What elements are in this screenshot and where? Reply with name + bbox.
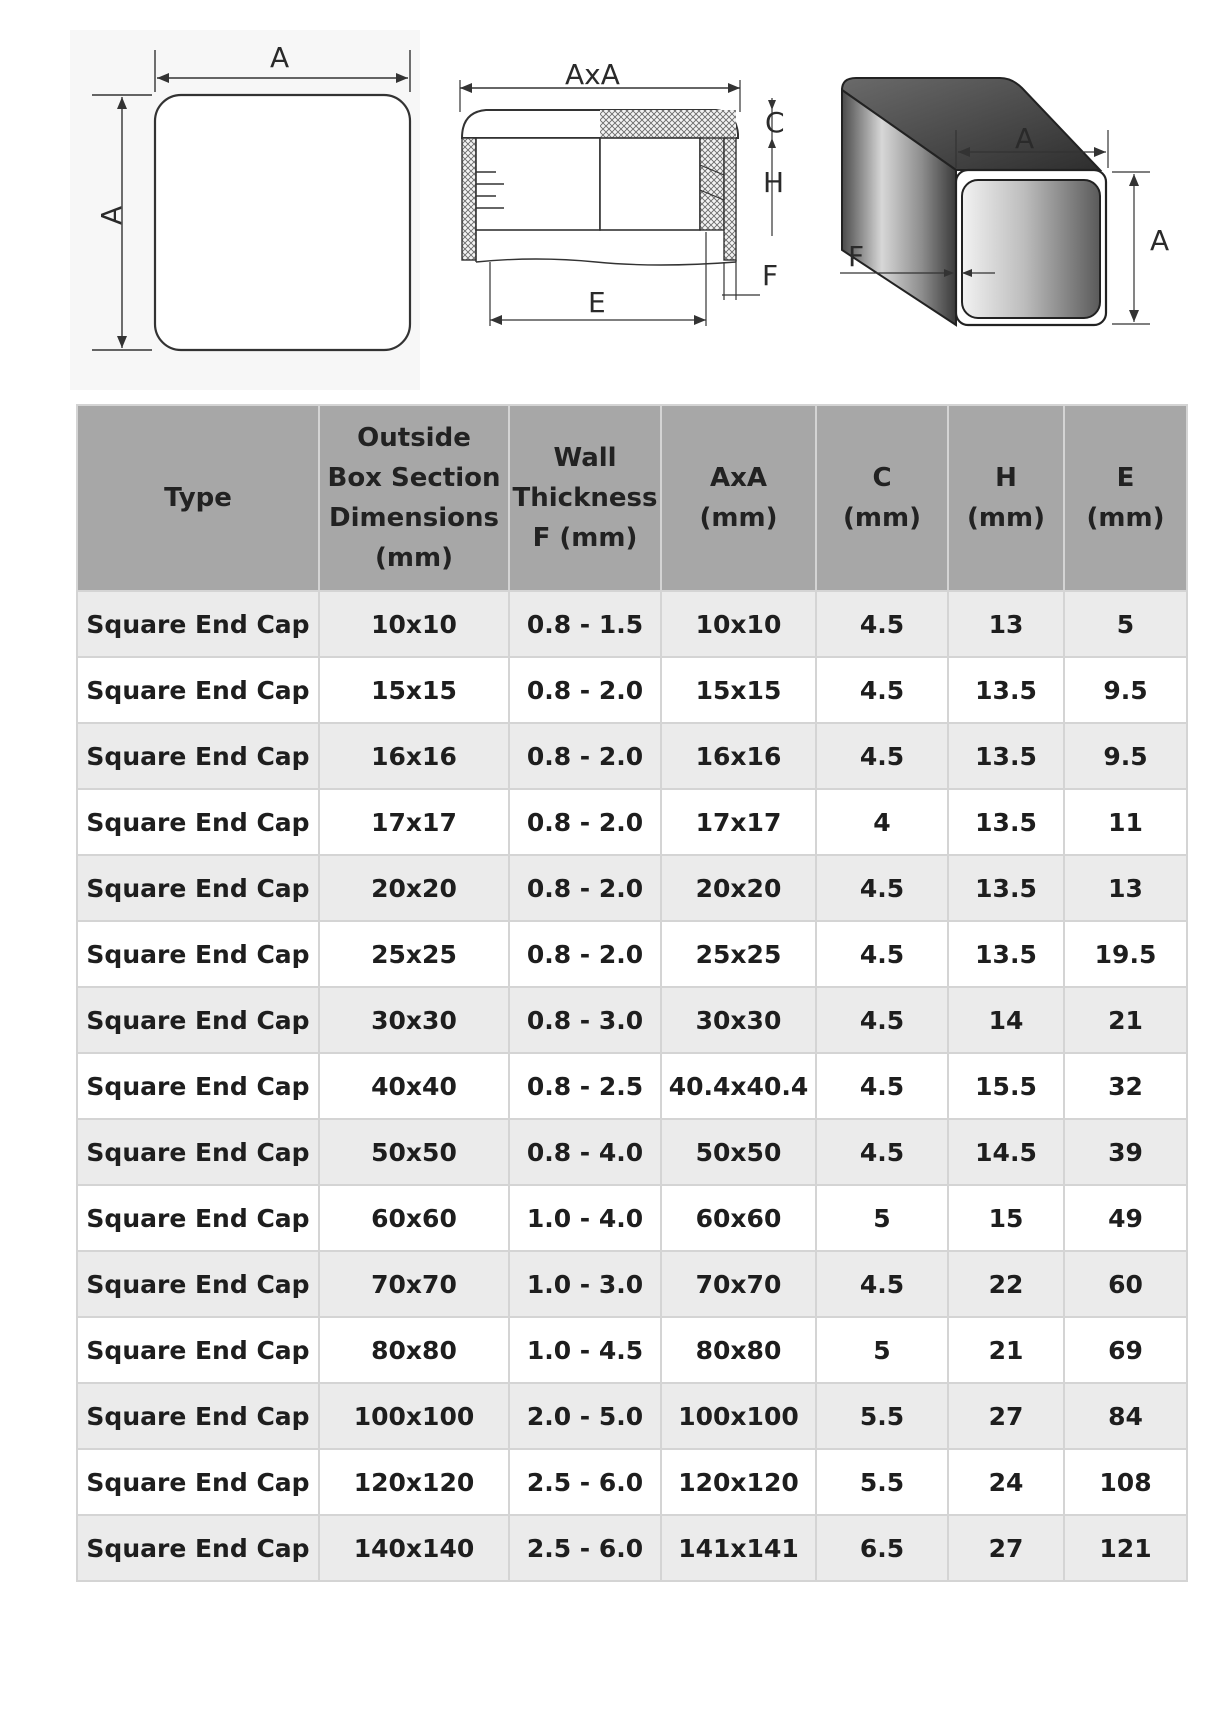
outside-dimensions-cell: 16x16 bbox=[319, 723, 509, 789]
column-header-line: Thickness bbox=[512, 483, 658, 513]
axa-cell: 60x60 bbox=[661, 1185, 816, 1251]
tube-label-a-top: A bbox=[1015, 122, 1035, 155]
outside-dimensions-cell: 10x10 bbox=[319, 591, 509, 657]
e-cell: 13 bbox=[1064, 855, 1187, 921]
outside-dimensions-cell: 120x120 bbox=[319, 1449, 509, 1515]
h-cell: 13.5 bbox=[948, 723, 1064, 789]
wall-thickness-cell: 0.8 - 3.0 bbox=[509, 987, 661, 1053]
h-cell: 13.5 bbox=[948, 921, 1064, 987]
outside-dimensions-cell: 15x15 bbox=[319, 657, 509, 723]
outside-dimensions-cell: 100x100 bbox=[319, 1383, 509, 1449]
type-cell: Square End Cap bbox=[77, 1251, 319, 1317]
c-cell: 4.5 bbox=[816, 591, 948, 657]
outside-dimensions-cell: 17x17 bbox=[319, 789, 509, 855]
wall-thickness-cell: 2.5 - 6.0 bbox=[509, 1449, 661, 1515]
table-row bbox=[77, 1383, 1187, 1449]
axa-cell: 10x10 bbox=[661, 591, 816, 657]
axa-cell: 120x120 bbox=[661, 1449, 816, 1515]
type-cell: Square End Cap bbox=[77, 657, 319, 723]
axa-cell: 15x15 bbox=[661, 657, 816, 723]
table-row bbox=[77, 1515, 1187, 1581]
table-row bbox=[77, 1449, 1187, 1515]
front-view bbox=[70, 30, 420, 390]
column-header-e bbox=[1064, 405, 1187, 591]
e-cell: 9.5 bbox=[1064, 723, 1187, 789]
type-cell: Square End Cap bbox=[77, 1053, 319, 1119]
column-header-line: (mm) bbox=[967, 503, 1045, 533]
type-cell: Square End Cap bbox=[77, 1185, 319, 1251]
axa-cell: 50x50 bbox=[661, 1119, 816, 1185]
column-header-wall-thickness bbox=[509, 405, 661, 591]
type-cell: Square End Cap bbox=[77, 1383, 319, 1449]
c-cell: 4.5 bbox=[816, 921, 948, 987]
wall-thickness-cell: 0.8 - 4.0 bbox=[509, 1119, 661, 1185]
tube-label-f: F bbox=[848, 240, 865, 273]
c-cell: 5 bbox=[816, 1317, 948, 1383]
e-cell: 11 bbox=[1064, 789, 1187, 855]
wall-thickness-cell: 2.5 - 6.0 bbox=[509, 1515, 661, 1581]
e-cell: 60 bbox=[1064, 1251, 1187, 1317]
type-cell: Square End Cap bbox=[77, 723, 319, 789]
section-label-axa: AxA bbox=[565, 58, 620, 91]
e-cell: 108 bbox=[1064, 1449, 1187, 1515]
axa-cell: 16x16 bbox=[661, 723, 816, 789]
table-row bbox=[77, 855, 1187, 921]
type-cell: Square End Cap bbox=[77, 987, 319, 1053]
h-cell: 15 bbox=[948, 1185, 1064, 1251]
outside-dimensions-cell: 140x140 bbox=[319, 1515, 509, 1581]
c-cell: 4.5 bbox=[816, 1119, 948, 1185]
wall-thickness-cell: 0.8 - 1.5 bbox=[509, 591, 661, 657]
diagram-svg bbox=[0, 0, 1214, 400]
table-row bbox=[77, 591, 1187, 657]
type-cell: Square End Cap bbox=[77, 921, 319, 987]
axa-cell: 100x100 bbox=[661, 1383, 816, 1449]
c-cell: 5.5 bbox=[816, 1383, 948, 1449]
table-row bbox=[77, 1317, 1187, 1383]
wall-thickness-cell: 0.8 - 2.0 bbox=[509, 789, 661, 855]
column-header-line: Wall bbox=[553, 443, 617, 473]
table-row bbox=[77, 1053, 1187, 1119]
table-row bbox=[77, 1251, 1187, 1317]
section-label-e: E bbox=[588, 286, 606, 319]
axa-cell: 25x25 bbox=[661, 921, 816, 987]
type-cell: Square End Cap bbox=[77, 1449, 319, 1515]
h-cell: 13.5 bbox=[948, 657, 1064, 723]
type-cell: Square End Cap bbox=[77, 789, 319, 855]
table-body bbox=[77, 591, 1187, 1581]
column-header-line: Outside bbox=[357, 423, 471, 453]
type-cell: Square End Cap bbox=[77, 591, 319, 657]
h-cell: 21 bbox=[948, 1317, 1064, 1383]
wall-thickness-cell: 2.0 - 5.0 bbox=[509, 1383, 661, 1449]
column-header-line: F (mm) bbox=[532, 523, 638, 553]
column-header-type bbox=[77, 405, 319, 591]
table-row bbox=[77, 1119, 1187, 1185]
tube-label-a-side: A bbox=[1150, 224, 1170, 257]
axa-cell: 17x17 bbox=[661, 789, 816, 855]
wall-thickness-cell: 1.0 - 4.5 bbox=[509, 1317, 661, 1383]
e-cell: 84 bbox=[1064, 1383, 1187, 1449]
header-row bbox=[77, 405, 1187, 591]
c-cell: 4.5 bbox=[816, 855, 948, 921]
c-cell: 5.5 bbox=[816, 1449, 948, 1515]
c-cell: 4.5 bbox=[816, 723, 948, 789]
column-header-line: H bbox=[995, 463, 1017, 493]
table-row bbox=[77, 1185, 1187, 1251]
section-label-f: F bbox=[762, 259, 779, 292]
section-view bbox=[460, 58, 785, 326]
outside-dimensions-cell: 20x20 bbox=[319, 855, 509, 921]
column-header-line: Type bbox=[164, 483, 232, 513]
column-header-h bbox=[948, 405, 1064, 591]
section-label-h: H bbox=[763, 166, 785, 199]
front-label-side: A bbox=[95, 205, 128, 225]
e-cell: 32 bbox=[1064, 1053, 1187, 1119]
column-header-line: (mm) bbox=[699, 503, 778, 533]
e-cell: 121 bbox=[1064, 1515, 1187, 1581]
column-header-axa bbox=[661, 405, 816, 591]
h-cell: 27 bbox=[948, 1383, 1064, 1449]
h-cell: 13.5 bbox=[948, 855, 1064, 921]
c-cell: 6.5 bbox=[816, 1515, 948, 1581]
outside-dimensions-cell: 60x60 bbox=[319, 1185, 509, 1251]
axa-cell: 40.4x40.4 bbox=[661, 1053, 816, 1119]
e-cell: 69 bbox=[1064, 1317, 1187, 1383]
e-cell: 49 bbox=[1064, 1185, 1187, 1251]
outside-dimensions-cell: 25x25 bbox=[319, 921, 509, 987]
e-cell: 9.5 bbox=[1064, 657, 1187, 723]
e-cell: 39 bbox=[1064, 1119, 1187, 1185]
front-label-top: A bbox=[270, 41, 290, 74]
technical-diagrams bbox=[0, 0, 1214, 400]
column-header-line: (mm) bbox=[843, 503, 921, 533]
column-header-line: Dimensions bbox=[329, 503, 499, 533]
column-header-line: E bbox=[1116, 463, 1135, 493]
h-cell: 24 bbox=[948, 1449, 1064, 1515]
table-row bbox=[77, 723, 1187, 789]
h-cell: 13 bbox=[948, 591, 1064, 657]
h-cell: 14.5 bbox=[948, 1119, 1064, 1185]
table-row bbox=[77, 789, 1187, 855]
wall-thickness-cell: 0.8 - 2.0 bbox=[509, 855, 661, 921]
type-cell: Square End Cap bbox=[77, 1317, 319, 1383]
tube-view bbox=[840, 78, 1169, 325]
column-header-line: (mm) bbox=[375, 543, 453, 573]
c-cell: 5 bbox=[816, 1185, 948, 1251]
e-cell: 19.5 bbox=[1064, 921, 1187, 987]
wall-thickness-cell: 0.8 - 2.0 bbox=[509, 921, 661, 987]
column-header-line: Box Section bbox=[327, 463, 501, 493]
type-cell: Square End Cap bbox=[77, 855, 319, 921]
axa-cell: 30x30 bbox=[661, 987, 816, 1053]
h-cell: 27 bbox=[948, 1515, 1064, 1581]
wall-thickness-cell: 0.8 - 2.5 bbox=[509, 1053, 661, 1119]
e-cell: 21 bbox=[1064, 987, 1187, 1053]
axa-cell: 20x20 bbox=[661, 855, 816, 921]
table-row bbox=[77, 657, 1187, 723]
wall-thickness-cell: 1.0 - 3.0 bbox=[509, 1251, 661, 1317]
e-cell: 5 bbox=[1064, 591, 1187, 657]
c-cell: 4.5 bbox=[816, 657, 948, 723]
axa-cell: 80x80 bbox=[661, 1317, 816, 1383]
column-header-line: C bbox=[872, 463, 892, 493]
h-cell: 15.5 bbox=[948, 1053, 1064, 1119]
spec-table bbox=[76, 404, 1188, 1582]
h-cell: 13.5 bbox=[948, 789, 1064, 855]
outside-dimensions-cell: 70x70 bbox=[319, 1251, 509, 1317]
c-cell: 4 bbox=[816, 789, 948, 855]
c-cell: 4.5 bbox=[816, 1251, 948, 1317]
wall-thickness-cell: 0.8 - 2.0 bbox=[509, 723, 661, 789]
outside-dimensions-cell: 80x80 bbox=[319, 1317, 509, 1383]
wall-thickness-cell: 0.8 - 2.0 bbox=[509, 657, 661, 723]
column-header-line: (mm) bbox=[1086, 503, 1165, 533]
c-cell: 4.5 bbox=[816, 987, 948, 1053]
h-cell: 14 bbox=[948, 987, 1064, 1053]
table-header bbox=[77, 405, 1187, 591]
column-header-outside-box-section-dimensions bbox=[319, 405, 509, 591]
outside-dimensions-cell: 40x40 bbox=[319, 1053, 509, 1119]
table-row bbox=[77, 921, 1187, 987]
section-label-c: C bbox=[765, 106, 785, 139]
h-cell: 22 bbox=[948, 1251, 1064, 1317]
wall-thickness-cell: 1.0 - 4.0 bbox=[509, 1185, 661, 1251]
type-cell: Square End Cap bbox=[77, 1119, 319, 1185]
outside-dimensions-cell: 30x30 bbox=[319, 987, 509, 1053]
type-cell: Square End Cap bbox=[77, 1515, 319, 1581]
axa-cell: 141x141 bbox=[661, 1515, 816, 1581]
table-row bbox=[77, 987, 1187, 1053]
c-cell: 4.5 bbox=[816, 1053, 948, 1119]
axa-cell: 70x70 bbox=[661, 1251, 816, 1317]
column-header-c bbox=[816, 405, 948, 591]
column-header-line: AxA bbox=[709, 463, 767, 493]
outside-dimensions-cell: 50x50 bbox=[319, 1119, 509, 1185]
